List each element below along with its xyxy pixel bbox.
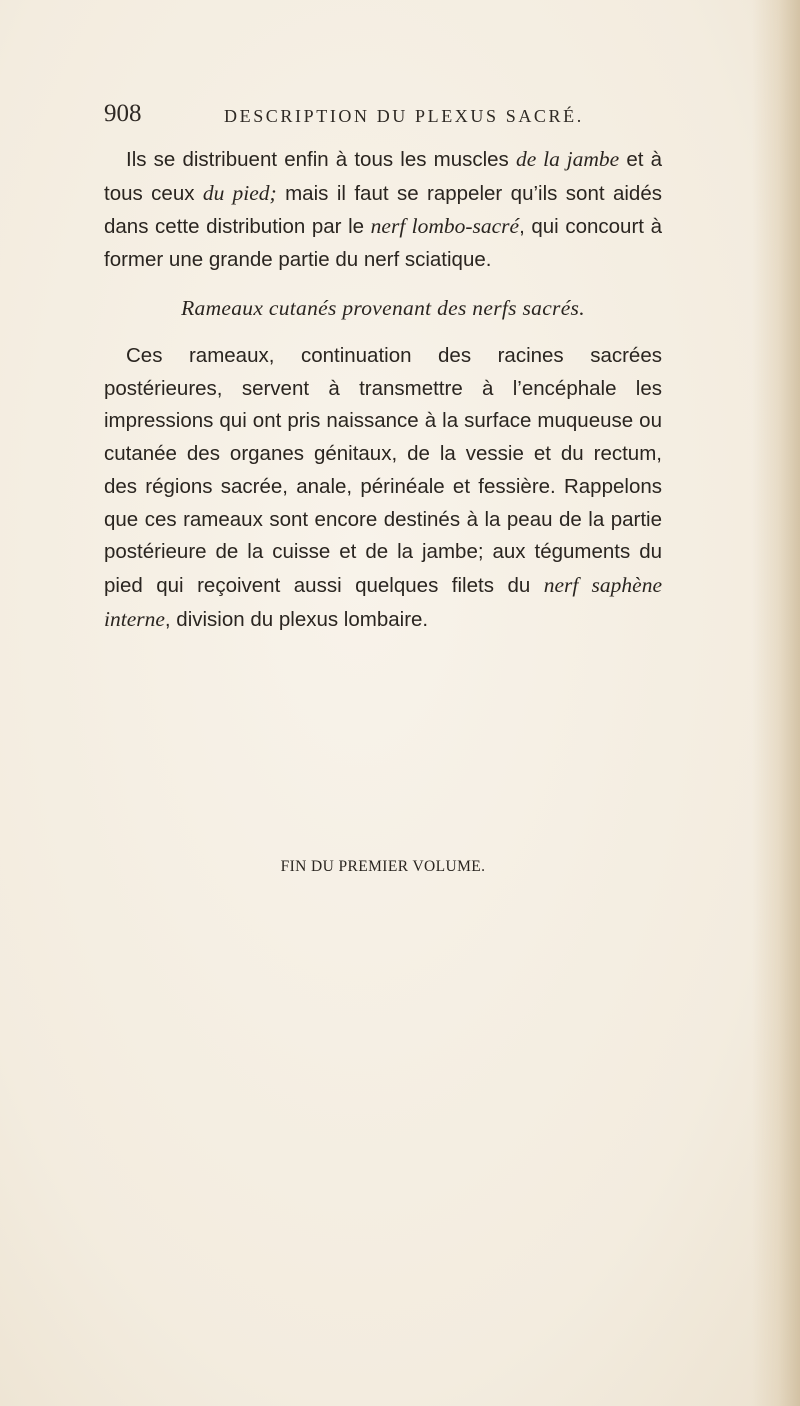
text-run: et à tous ceux <box>104 148 663 205</box>
italic-term-nerf-lombo-sacre: nerf lombo-sacré <box>370 214 520 239</box>
text-run: , division du plexus lombaire. <box>164 607 429 631</box>
italic-term-pied: du pied; <box>202 180 277 205</box>
text-run: Ces rameaux, continuation des racines sacrées postérieures, servent à transmettre à l’encéphale les impressions qui ont pris naissance à la surface muqueuse ou cutanée des organes génitaux, de la vessie et du rectum, des régions sacrée, anale, périnéale et fessière. Rappelons que ces rameaux sont encore destinés à la peau de la partie postérieure de la cuisse et de la jambe; aux téguments du pied qui reçoivent aussi quelques filets du <box>104 344 662 597</box>
italic-term-jambe: de la jambe <box>515 147 620 171</box>
paragraph-muscles-text <box>104 143 662 277</box>
text-run: mais il faut se rappeler qu’ils sont aidés dans cette distribution par le <box>104 181 662 239</box>
paragraph-rameaux <box>104 340 662 636</box>
paragraph-rameaux-text <box>104 340 662 636</box>
italic-term-nerf-saphene: nerf saphène interne <box>104 572 663 631</box>
page-header <box>104 100 664 140</box>
page-edge-shadow <box>752 0 800 1406</box>
paragraph-muscles <box>104 143 662 277</box>
text-run: , qui concourt à former une grande partie du nerf sciatique. <box>104 215 662 272</box>
section-heading: Rameaux cutanés provenant des nerfs sacrés. <box>181 296 585 320</box>
text-run: Ils se distribuent enfin à tous les muscles <box>126 148 516 171</box>
page-number: 908 <box>104 100 142 127</box>
running-title: DESCRIPTION DU PLEXUS SACRÉ. <box>224 106 584 126</box>
end-of-volume-note: FIN DU PREMIER VOLUME. <box>280 858 486 875</box>
